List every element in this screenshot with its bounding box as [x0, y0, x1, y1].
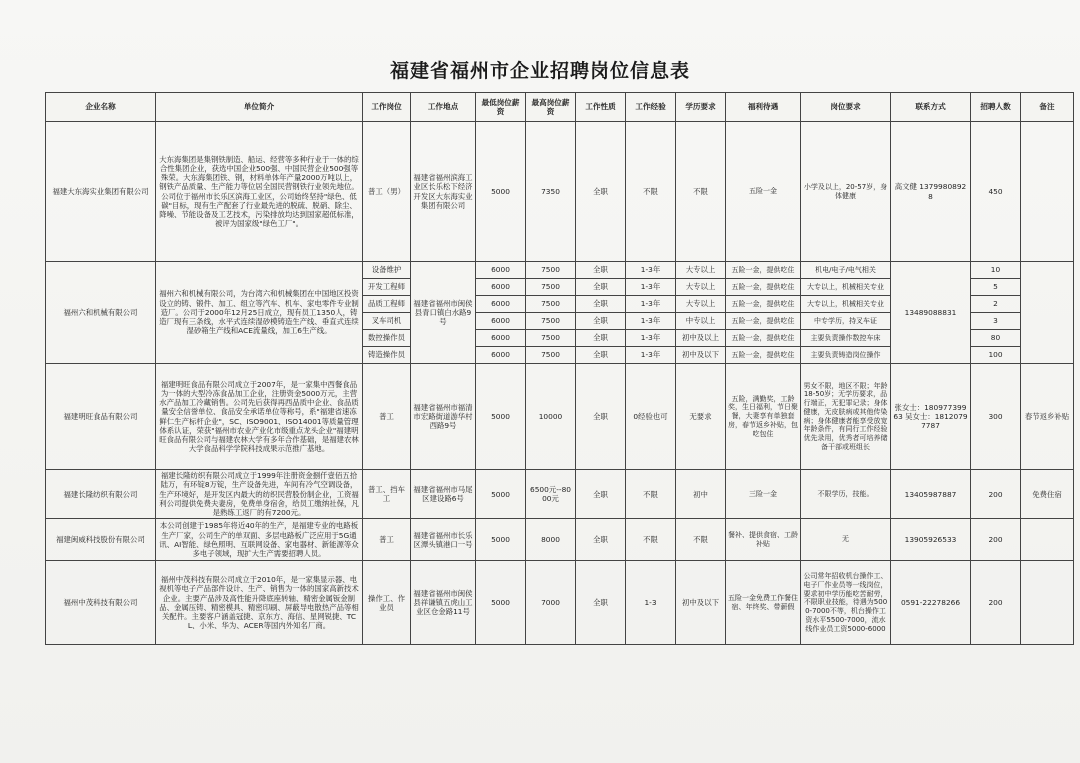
welfare-cell: 五险一金 [726, 122, 801, 262]
note-cell [1021, 519, 1074, 561]
min-salary-cell: 6000 [476, 347, 526, 364]
welfare-cell: 五险一金，提供吃住 [726, 347, 801, 364]
contact-cell: 0591-22278266 [891, 561, 971, 645]
min-salary-cell: 5000 [476, 122, 526, 262]
count-cell: 2 [971, 296, 1021, 313]
welfare-cell: 三险一金 [726, 470, 801, 519]
experience-cell: 1-3年 [626, 262, 676, 279]
count-cell: 10 [971, 262, 1021, 279]
document-title: 福建省福州市企业招聘岗位信息表 [389, 60, 690, 82]
nature-cell: 全职 [576, 262, 626, 279]
max-salary-cell: 7350 [526, 122, 576, 262]
max-salary-cell: 7500 [526, 330, 576, 347]
experience-cell: 不限 [626, 470, 676, 519]
nature-cell: 全职 [576, 313, 626, 330]
education-cell: 大专以上 [676, 279, 726, 296]
header-welfare: 福利待遇 [726, 93, 801, 122]
contact-cell: 张女士：18097739963 吴女士：18120797787 [891, 364, 971, 470]
count-cell: 200 [971, 519, 1021, 561]
education-cell: 大专以上 [676, 262, 726, 279]
post-cell: 设备维护 [363, 262, 411, 279]
contact-cell: 13405987887 [891, 470, 971, 519]
header-location: 工作地点 [411, 93, 476, 122]
location-cell: 福建省福州滨海工业区长乐松下经济开发区大东海实业集团有限公司 [411, 122, 476, 262]
education-cell: 无要求 [676, 364, 726, 470]
post-cell: 开发工程师 [363, 279, 411, 296]
requirements-cell: 小学及以上，20-57岁，身体健康 [801, 122, 891, 262]
post-cell: 普工、挡车工 [363, 470, 411, 519]
max-salary-cell: 7500 [526, 262, 576, 279]
header-max-salary: 最高岗位薪资 [526, 93, 576, 122]
max-salary-cell: 7500 [526, 347, 576, 364]
max-salary-cell: 7500 [526, 313, 576, 330]
welfare-cell: 五险一金免费工作餐住宿、年终奖、带薪假 [726, 561, 801, 645]
education-cell: 初中及以下 [676, 561, 726, 645]
nature-cell: 全职 [576, 519, 626, 561]
company-intro-cell: 福建明旺食品有限公司成立于2007年，是一家集中西餐食品为一体的大型冷冻食品加工企业，注册资金5000万元，主营水产品加工冷藏销售。公司先后获得再西品质中企业、食品质量安全信誉单位、食品安全承诺单位等称号，系"福建省速冻鲜仁生产标杆企业"，SC、ISO9001、ISO14001等质量管理体系认证，荣获"福州市农业产业化市级重点龙头企业"福建明旺食品有限公司与福建农林大学有多年合作基础，是福建农林大学食品科学学院科技成果示范推广基地。 [156, 364, 363, 470]
header-experience: 工作经验 [626, 93, 676, 122]
min-salary-cell: 5000 [476, 364, 526, 470]
company-intro-cell: 大东海集团是集钢铁制造、船运、经营等多种行业于一体的综合性集团企业，获选中国企业500强、中国民营企业500强等殊荣。大东海集团铁、钢，材料单体年产量2000万吨以上，钢铁产品质量、生产能力等位居全国民营钢铁行业领先地位。公司位于福州市长乐区滨海工业区，公司始终坚持"绿色、低碳"目标，现有生产配套了行业最先进的脱硫、脱硝、除尘、降噪、节能设备及工艺技术，污染排放均达到国家超低标准，被评为国家级"绿色工厂"。 [156, 122, 363, 262]
experience-cell: 1-3年 [626, 347, 676, 364]
requirements-cell: 大专以上，机械相关专业 [801, 279, 891, 296]
requirements-cell: 大专以上，机械相关专业 [801, 296, 891, 313]
count-cell: 450 [971, 122, 1021, 262]
experience-cell: 1-3年 [626, 296, 676, 313]
requirements-cell: 机电/电子/电气相关 [801, 262, 891, 279]
count-cell: 200 [971, 561, 1021, 645]
note-cell [1021, 561, 1074, 645]
post-cell: 普工 [363, 519, 411, 561]
post-cell: 操作工、作业员 [363, 561, 411, 645]
header-company-name: 企业名称 [46, 93, 156, 122]
location-cell: 福建省福州市福清市宏路街道游华村西路9号 [411, 364, 476, 470]
note-cell [1021, 262, 1074, 364]
header-requirements: 岗位要求 [801, 93, 891, 122]
table-body [46, 122, 1074, 645]
min-salary-cell: 6000 [476, 330, 526, 347]
post-cell: 叉车司机 [363, 313, 411, 330]
post-cell: 品质工程师 [363, 296, 411, 313]
experience-cell: 1-3 [626, 561, 676, 645]
company-name-cell: 福建明旺食品有限公司 [46, 364, 156, 470]
table-row [46, 364, 1074, 470]
welfare-cell: 五险一金，提供吃住 [726, 262, 801, 279]
requirements-cell: 公司常年招收机台操作工、电子厂作业员等一线岗位，要求初中学历能吃苦耐劳，不限职业技能，待遇为5000-7000不等，机台操作工资水平5500-7000，流水线作业员工资5000-6000 [801, 561, 891, 645]
max-salary-cell: 7500 [526, 296, 576, 313]
contact-cell: 高文健 13799808928 [891, 122, 971, 262]
recruitment-table [45, 92, 1074, 645]
max-salary-cell: 8000 [526, 519, 576, 561]
welfare-cell: 五险一金，提供吃住 [726, 279, 801, 296]
location-cell: 福建省福州市长乐区潭头镇港口一号 [411, 519, 476, 561]
experience-cell: 1-3年 [626, 313, 676, 330]
location-cell: 福建省福州市闽侯县祥谦镇五虎山工业区仓金路11号 [411, 561, 476, 645]
header-education: 学历要求 [676, 93, 726, 122]
location-cell: 福建省福州市马尾区建设路6号 [411, 470, 476, 519]
note-cell [1021, 122, 1074, 262]
nature-cell: 全职 [576, 122, 626, 262]
experience-cell: 1-3年 [626, 330, 676, 347]
header-post: 工作岗位 [363, 93, 411, 122]
requirements-cell: 主要负责铸造岗位操作 [801, 347, 891, 364]
max-salary-cell: 6500元--8000元 [526, 470, 576, 519]
requirements-cell: 男女不限，地区不限；年龄18-50岁；无学历要求，品行端正，无犯罪记录；身体健康，无皮肤病或其他传染病；身体健康者能享受放宽年龄条件，有同行工作经验优先录用，优秀者可培养储备干部或班组长 [801, 364, 891, 470]
requirements-cell: 主要负责操作数控车床 [801, 330, 891, 347]
contact-cell: 13489088831 [891, 262, 971, 364]
table-row [46, 470, 1074, 519]
min-salary-cell: 5000 [476, 561, 526, 645]
experience-cell: 不限 [626, 122, 676, 262]
min-salary-cell: 6000 [476, 313, 526, 330]
min-salary-cell: 6000 [476, 262, 526, 279]
min-salary-cell: 6000 [476, 279, 526, 296]
company-name-cell: 福建大东海实业集团有限公司 [46, 122, 156, 262]
nature-cell: 全职 [576, 279, 626, 296]
education-cell: 中专以上 [676, 313, 726, 330]
post-cell: 普工（男） [363, 122, 411, 262]
contact-cell: 13905926533 [891, 519, 971, 561]
company-name-cell: 福州六和机械有限公司 [46, 262, 156, 364]
nature-cell: 全职 [576, 347, 626, 364]
experience-cell: 不限 [626, 519, 676, 561]
table-row [46, 122, 1074, 262]
company-name-cell: 福建闽威科技股份有限公司 [46, 519, 156, 561]
note-cell: 春节返乡补贴 [1021, 364, 1074, 470]
education-cell: 不限 [676, 519, 726, 561]
experience-cell: 1-3年 [626, 279, 676, 296]
header-intro: 单位简介 [156, 93, 363, 122]
company-name-cell: 福州中茂科技有限公司 [46, 561, 156, 645]
welfare-cell: 五险一金，提供吃住 [726, 296, 801, 313]
min-salary-cell: 6000 [476, 296, 526, 313]
count-cell: 100 [971, 347, 1021, 364]
max-salary-cell: 7500 [526, 279, 576, 296]
education-cell: 初中及以上 [676, 330, 726, 347]
education-cell: 初中 [676, 470, 726, 519]
requirements-cell: 不限学历，技能。 [801, 470, 891, 519]
welfare-cell: 五险一金，提供吃住 [726, 313, 801, 330]
nature-cell: 全职 [576, 364, 626, 470]
company-intro-cell: 福建长隆纺织有限公司成立于1999年注册资金捌仟壹佰五拾陆万，有环锭8万锭，生产设备先进，车间有冷气空调设备，生产环境好，是开发区内最大的纺织民营股份制企业，工资福利公司提供免费夫妻房，免费单身宿舍，给员工缴纳社保，凡是熟练工返厂的有7200元。 [156, 470, 363, 519]
note-cell: 免费住宿 [1021, 470, 1074, 519]
header-note: 备注 [1021, 93, 1074, 122]
header-row [46, 93, 1074, 122]
company-intro-cell: 本公司创建于1985年将近40年的生产，是福建专业的电路板生产厂家，公司生产的单双面、多层电路板广泛应用于5G通讯、AI智能、绿色照明、互联网设备、家电器材、新能源等众多电子领域，现扩大生产需要招聘人员。 [156, 519, 363, 561]
nature-cell: 全职 [576, 561, 626, 645]
max-salary-cell: 10000 [526, 364, 576, 470]
header-count: 招聘人数 [971, 93, 1021, 122]
welfare-cell: 餐补、提供食宿、工龄补贴 [726, 519, 801, 561]
header-contact: 联系方式 [891, 93, 971, 122]
welfare-cell: 五险，满勤奖，工龄奖，生日福利，节日聚餐，大妻享有单独套房，春节返乡补贴，包吃包住 [726, 364, 801, 470]
requirements-cell: 中专学历，持叉车证 [801, 313, 891, 330]
education-cell: 不限 [676, 122, 726, 262]
company-name-cell: 福建长隆纺织有限公司 [46, 470, 156, 519]
min-salary-cell: 5000 [476, 519, 526, 561]
table-row [46, 262, 1074, 279]
table-row [46, 561, 1074, 645]
table-row [46, 519, 1074, 561]
count-cell: 5 [971, 279, 1021, 296]
education-cell: 初中及以下 [676, 347, 726, 364]
count-cell: 80 [971, 330, 1021, 347]
location-cell: 福建省福州市闽侯县青口镇白水路9号 [411, 262, 476, 364]
company-intro-cell: 福州中茂科技有限公司成立于2010年，是一家集显示器、电视机等电子产品部件设计、生产、销售为一体的国家高新技术企业。主要产品涉及高性能升降底座转轴、精密金属钣金制品、金属压铸、精密模具、精密印刷、屏蔽导电散热产品等相关配件。主要客户涵盖冠捷、京东方、海信、星网锐捷、TCL、小米、华为、ACER等国内外知名厂商。 [156, 561, 363, 645]
header-min-salary: 最低岗位薪资 [476, 93, 526, 122]
count-cell: 3 [971, 313, 1021, 330]
company-intro-cell: 福州六和机械有限公司，为台湾六和机械集团在中国地区投资设立的铸、锻件、加工、组立等汽车、机车、家电零件专业制造厂。公司于2000年12月25日成立，现有员工1350人，铸造厂现有三条线，水平式连续湿砂模铸造生产线、垂直式连续湿砂箱生产线和ACE流量线，加工6生产线。 [156, 262, 363, 364]
nature-cell: 全职 [576, 470, 626, 519]
post-cell: 数控操作员 [363, 330, 411, 347]
nature-cell: 全职 [576, 296, 626, 313]
requirements-cell: 无 [801, 519, 891, 561]
welfare-cell: 五险一金，提供吃住 [726, 330, 801, 347]
nature-cell: 全职 [576, 330, 626, 347]
max-salary-cell: 7000 [526, 561, 576, 645]
count-cell: 300 [971, 364, 1021, 470]
post-cell: 铸造操作员 [363, 347, 411, 364]
min-salary-cell: 5000 [476, 470, 526, 519]
experience-cell: 0经验也可 [626, 364, 676, 470]
header-nature: 工作性质 [576, 93, 626, 122]
count-cell: 200 [971, 470, 1021, 519]
post-cell: 普工 [363, 364, 411, 470]
education-cell: 大专以上 [676, 296, 726, 313]
